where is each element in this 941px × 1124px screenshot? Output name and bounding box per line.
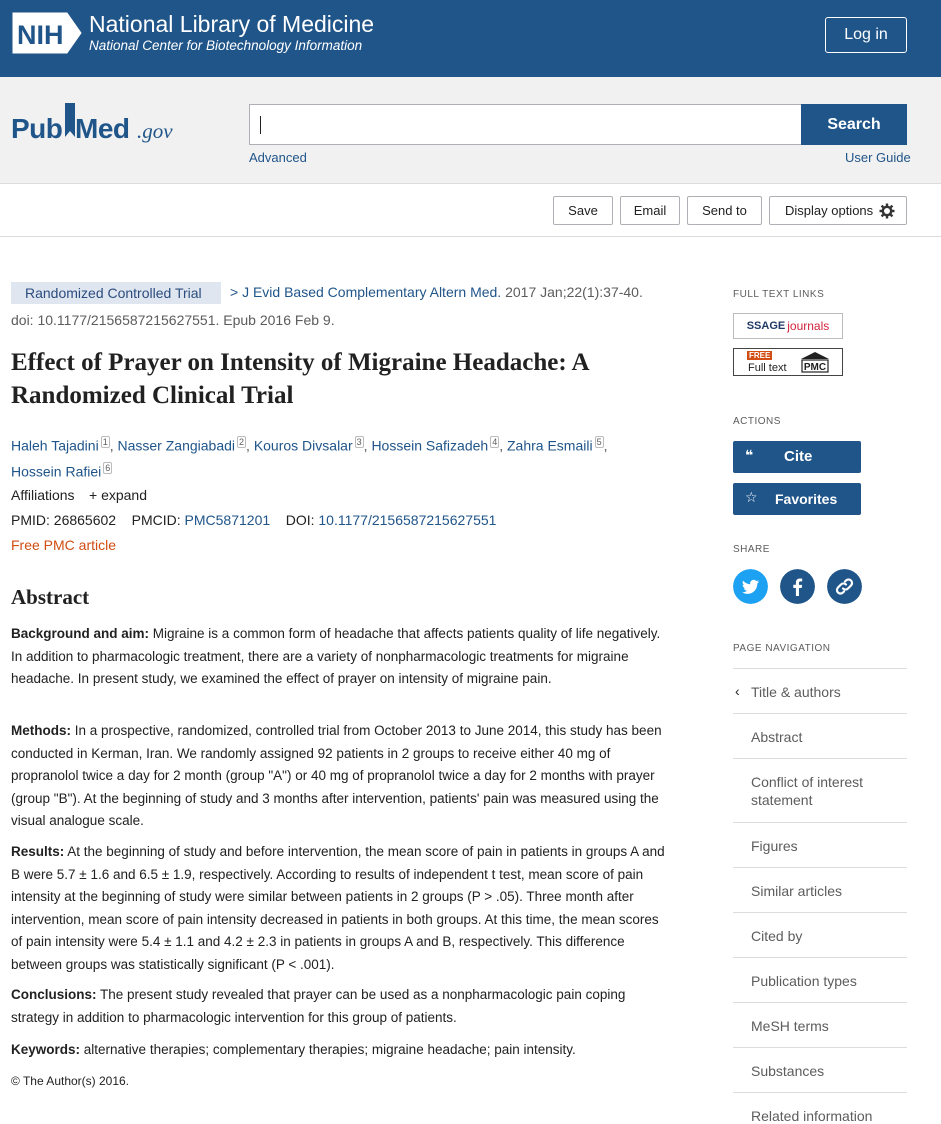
share-label: SHARE bbox=[733, 544, 770, 555]
author-link[interactable]: Haleh Tajadini bbox=[11, 437, 99, 454]
display-options-button[interactable] bbox=[769, 196, 907, 225]
journal-citation bbox=[230, 284, 643, 300]
pmc-logo-icon bbox=[799, 351, 831, 373]
pmc-logo-text: PMC bbox=[803, 362, 827, 373]
email-button[interactable]: Email bbox=[620, 196, 680, 225]
favorites-button[interactable] bbox=[733, 483, 861, 515]
search-button[interactable]: Search bbox=[801, 104, 907, 145]
free-pmc-label: Free PMC article bbox=[11, 537, 117, 553]
nav-mesh-terms[interactable]: MeSH terms bbox=[733, 1002, 907, 1047]
abstract-methods: Methods: In a prospective, randomized, controlled trial from October 2013 to June 2014, this study has been conducted in Kerman, Iran. We randomly assigned 92 patients in 2 groups to receive either 40 mg of propranolol twice a day for 2 month (group "A") or 40 mg of propranolol twice a day for 2 months with prayer (group "B"). At the beginning of study and 3 months after intervention, patients' pain was measured using the visual analogue scale. bbox=[11, 723, 662, 828]
facebook-share-icon[interactable] bbox=[780, 569, 815, 604]
nav-cited-by[interactable]: Cited by bbox=[733, 912, 907, 957]
sage-journals-link[interactable] bbox=[733, 313, 843, 339]
full-text-links-label: FULL TEXT LINKS bbox=[733, 289, 825, 300]
doi-epub-line: doi: 10.1177/2156587215627551. Epub 2016 Feb 9. bbox=[11, 312, 335, 328]
cite-label: Cite bbox=[784, 448, 813, 465]
article-identifiers bbox=[11, 512, 496, 528]
save-button[interactable]: Save bbox=[553, 196, 613, 225]
pmid-value: 26865602 bbox=[53, 512, 117, 528]
nav-similar-articles[interactable]: Similar articles bbox=[733, 867, 907, 912]
chevron-right-icon: > bbox=[230, 284, 239, 300]
copyright-notice: © The Author(s) 2016. bbox=[11, 1074, 130, 1088]
send-to-button[interactable]: Send to bbox=[687, 196, 762, 225]
author-link[interactable]: Hossein Rafiei bbox=[11, 463, 102, 480]
nav-conflict-of-interest[interactable]: Conflict of interest statement bbox=[733, 758, 907, 822]
full-text-label: Full text bbox=[748, 362, 787, 374]
journal-volume: 2017 Jan;22(1):37-40. bbox=[505, 284, 643, 300]
affiliation-ref[interactable]: 5 bbox=[596, 437, 602, 447]
org-subtitle[interactable]: National Center for Biotechnology Information bbox=[89, 38, 363, 53]
user-guide-link[interactable]: User Guide bbox=[845, 150, 911, 165]
twitter-share-icon[interactable] bbox=[733, 569, 768, 604]
expand-affiliations-button[interactable]: + expand bbox=[89, 487, 147, 503]
affiliation-ref[interactable]: 6 bbox=[105, 462, 111, 473]
quote-icon: ❝ bbox=[745, 447, 754, 463]
nav-figures[interactable]: Figures bbox=[733, 822, 907, 867]
abstract-background: Background and aim: Migraine is a common form of headache that affects patients quality of life negatively. In addition to pharmacologic treatment, there are a variety of nonpharmacologic treatments for migraine headache. In present study, we examined the effect of prayer on intensity of migraine pain. bbox=[11, 626, 661, 686]
nav-substances[interactable]: Substances bbox=[733, 1047, 907, 1092]
sage-logo-text: SSAGE bbox=[746, 320, 786, 332]
permalink-icon[interactable] bbox=[827, 569, 862, 604]
sage-journals-text: journals bbox=[787, 319, 830, 333]
affiliation-ref[interactable]: 1 bbox=[102, 437, 108, 447]
author-link[interactable]: Nasser Zangiabadi bbox=[117, 437, 236, 454]
nav-publication-types[interactable]: Publication types bbox=[733, 957, 907, 1002]
doi-label: DOI: bbox=[285, 512, 315, 528]
logo-gov-text: .gov bbox=[137, 119, 173, 143]
abstract-heading: Abstract bbox=[11, 585, 90, 609]
author-list: Haleh Tajadini $^1$ , Nasser Zangiabadi $^2$ , Kouros Divsalar $^3$ , Hossein Safizadeh $^4$ , Zahra Esmaili $^5$ , Hossein Rafiei $^6$ bbox=[11, 437, 608, 480]
page-navigation-label: PAGE NAVIGATION bbox=[733, 643, 831, 654]
publication-type-badge[interactable]: Randomized Controlled Trial bbox=[11, 282, 221, 304]
login-button[interactable]: Log in bbox=[825, 17, 907, 53]
star-icon: ☆ bbox=[745, 489, 758, 505]
author-link[interactable]: Kouros Divsalar bbox=[253, 437, 353, 454]
actions-label: ACTIONS bbox=[733, 416, 781, 427]
affiliations-label: Affiliations bbox=[11, 487, 75, 503]
affiliation-ref[interactable]: 2 bbox=[239, 437, 245, 447]
gear-icon bbox=[879, 203, 895, 219]
pmid-label: PMID: bbox=[11, 512, 50, 528]
affiliation-ref[interactable]: 3 bbox=[356, 437, 362, 447]
nih-logo-text: NIH bbox=[17, 20, 64, 50]
abstract-results: Results: At the beginning of study and before intervention, the mean score of pain in patients in groups A and B were 5.7 ± 1.6 and 6.5 ± 1.9, respectively. According to results of independent t test, mean score of pain intensity at the beginning of study were similar between patients in 2 groups (P > .05). Three month after intervention, mean score of pain intensity decreased in patients in both groups. At this time, the mean scores of pain intensity were 5.4 ± 1.1 and 4.2 ± 2.3 in patients in groups A and B, respectively. This difference between groups was statistically significant (P < .001). bbox=[11, 844, 665, 972]
nih-logo-icon[interactable] bbox=[11, 11, 83, 55]
pmcid-label: PMCID: bbox=[131, 512, 181, 528]
free-badge: FREE bbox=[749, 351, 771, 360]
author-link[interactable]: Hossein Safizadeh bbox=[371, 437, 489, 454]
doi-link[interactable]: 10.1177/2156587215627551 bbox=[318, 512, 497, 528]
nav-related-information[interactable]: Related information bbox=[733, 1092, 907, 1124]
nav-abstract[interactable]: Abstract bbox=[733, 713, 907, 758]
favorites-label: Favorites bbox=[775, 491, 838, 507]
abstract-conclusions: Conclusions: The present study revealed that prayer can be used as a nonpharmacologic pain coping strategy in addition to pharmacologic intervention for this group of patients. bbox=[11, 987, 626, 1025]
org-title[interactable]: National Library of Medicine bbox=[89, 11, 375, 37]
advanced-search-link[interactable]: Advanced bbox=[249, 150, 307, 165]
author-link[interactable]: Zahra Esmaili bbox=[506, 437, 593, 454]
article-title: Effect of Prayer on Intensity of Migraine Headache: A Randomized Clinical Trial bbox=[11, 349, 589, 409]
abstract-keywords: Keywords: alternative therapies; complementary therapies; migraine headache; pain intensity. bbox=[11, 1042, 576, 1057]
pubmed-logo[interactable] bbox=[11, 99, 181, 147]
logo-pub-text: Pub bbox=[11, 113, 63, 144]
cite-button[interactable] bbox=[733, 441, 861, 473]
affiliation-ref[interactable]: 4 bbox=[492, 437, 498, 447]
pmcid-link[interactable]: PMC5871201 bbox=[184, 512, 271, 528]
logo-med-text: Med bbox=[75, 113, 130, 144]
display-options-label: Display options bbox=[785, 203, 874, 218]
chevron-left-icon: ‹ bbox=[735, 683, 740, 699]
nav-title-authors[interactable]: ‹ Title & authors bbox=[733, 668, 907, 713]
journal-link[interactable]: J Evid Based Complementary Altern Med. bbox=[242, 284, 502, 300]
search-input[interactable] bbox=[249, 104, 802, 145]
